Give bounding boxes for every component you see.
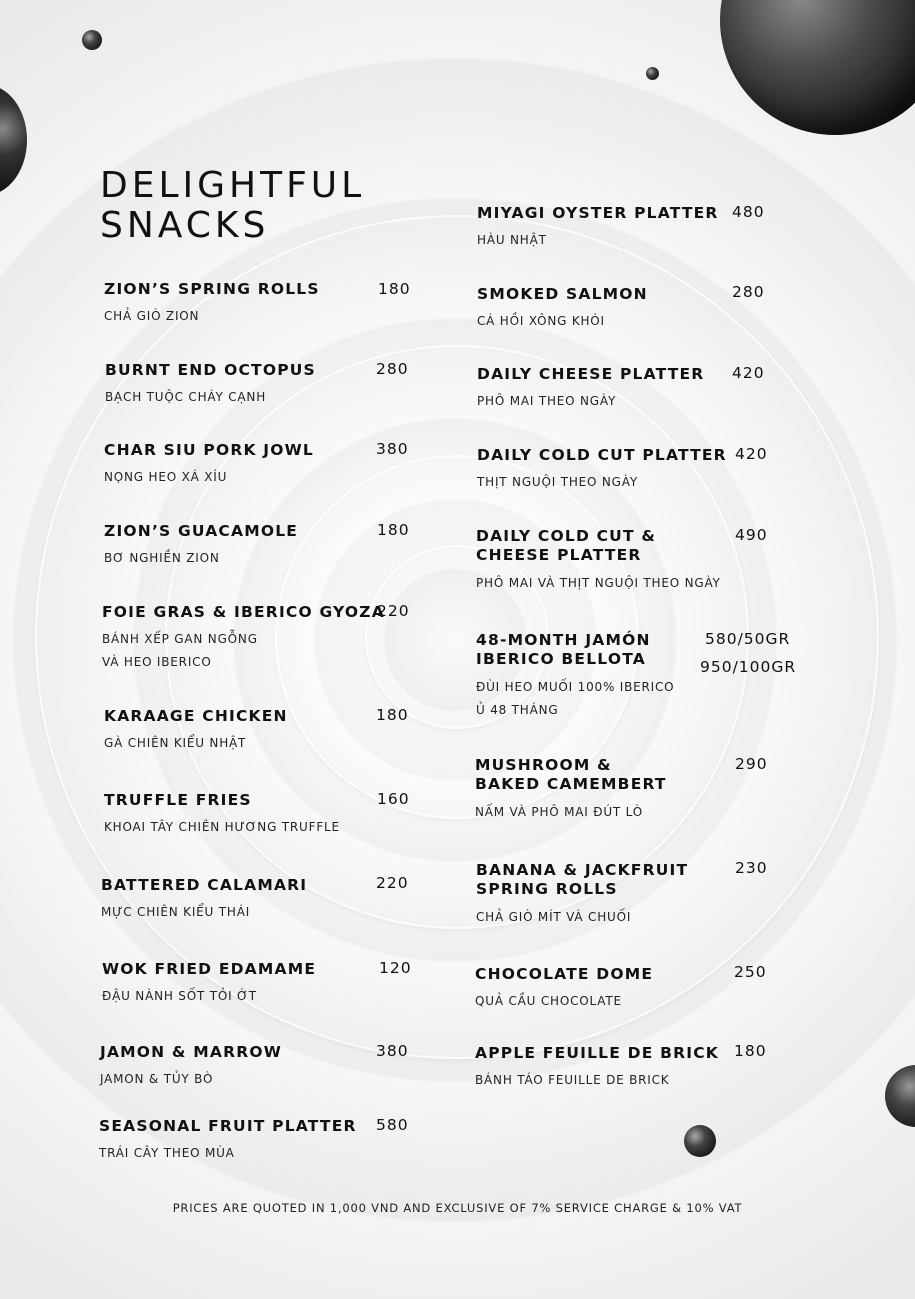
moon-image	[684, 1125, 716, 1157]
item-name: DAILY COLD CUT &	[476, 527, 657, 545]
item-description: BÁNH TÁO FEUILLE DE BRICK	[475, 1073, 670, 1087]
item-description: PHÔ MAI THEO NGÀY	[477, 394, 617, 408]
menu-item	[104, 280, 320, 328]
item-description: CHẢ GIÒ MÍT VÀ CHUỐI	[476, 910, 632, 924]
item-price: 220	[377, 602, 410, 620]
menu-item	[476, 861, 688, 929]
item-description: BƠ NGHIỀN ZION	[104, 551, 220, 565]
item-price: 580	[376, 1116, 409, 1134]
item-name: KARAAGE CHICKEN	[104, 707, 288, 725]
menu-item	[105, 361, 316, 409]
item-price: 580/50GR	[705, 630, 791, 648]
item-price: 490	[735, 526, 768, 544]
item-description: CHẢ GIÒ ZION	[104, 309, 200, 323]
menu-item	[477, 204, 719, 252]
item-price: 250	[734, 963, 767, 981]
item-name: DAILY CHEESE PLATTER	[477, 365, 705, 383]
item-description: GÀ CHIÊN KIỂU NHẬT	[104, 736, 247, 750]
item-name-line-2: SPRING ROLLS	[476, 880, 618, 898]
title-line-1: DELIGHTFUL	[100, 165, 366, 206]
menu-item	[477, 446, 727, 494]
item-name: SMOKED SALMON	[477, 285, 648, 303]
item-description: CÁ HỒI XÔNG KHÓI	[477, 314, 605, 328]
item-description: ĐẬU NÀNH SỐT TỎI ỚT	[102, 989, 257, 1003]
item-name: CHAR SIU PORK JOWL	[104, 441, 314, 459]
item-description: BÁNH XẾP GAN NGỖNG	[102, 632, 258, 646]
menu-item	[476, 631, 674, 722]
item-name: BURNT END OCTOPUS	[105, 361, 316, 379]
price-disclaimer: PRICES ARE QUOTED IN 1,000 VND AND EXCLUSIVE OF 7% SERVICE CHARGE & 10% VAT	[172, 1201, 743, 1215]
item-description: KHOAI TÂY CHIÊN HƯƠNG TRUFFLE	[104, 820, 340, 834]
item-name-line-2: IBERICO BELLOTA	[476, 650, 646, 668]
item-name: ZION’S SPRING ROLLS	[104, 280, 320, 298]
menu-item	[104, 707, 288, 755]
item-price: 180	[734, 1042, 767, 1060]
item-name: JAMON & MARROW	[100, 1043, 283, 1061]
menu-item	[475, 1044, 719, 1092]
item-description: QUẢ CẦU CHOCOLATE	[475, 994, 622, 1008]
item-price: 180	[376, 706, 409, 724]
item-price: 480	[732, 203, 765, 221]
item-price: 380	[376, 1042, 409, 1060]
menu-item	[100, 1043, 282, 1091]
item-price: 220	[376, 874, 409, 892]
item-description: MỰC CHIÊN KIỂU THÁI	[101, 905, 251, 919]
item-description: THỊT NGUỘI THEO NGÀY	[477, 475, 638, 489]
menu-item	[102, 603, 385, 674]
item-name: FOIE GRAS & IBERICO GYOZA	[102, 603, 385, 621]
title-line-2: SNACKS	[100, 205, 270, 246]
item-price: 380	[376, 440, 409, 458]
item-description: JAMON & TỦY BÒ	[100, 1072, 214, 1086]
menu-item	[475, 965, 653, 1013]
moon-image	[646, 67, 659, 80]
item-name: WOK FRIED EDAMAME	[102, 960, 317, 978]
item-price-secondary: 950/100GR	[700, 658, 797, 676]
item-description: NỌNG HEO XÁ XÍU	[104, 470, 228, 484]
item-price: 280	[376, 360, 409, 378]
item-name: MIYAGI OYSTER PLATTER	[477, 204, 719, 222]
item-name: APPLE FEUILLE DE BRICK	[475, 1044, 719, 1062]
item-description: VÀ HEO IBERICO	[102, 655, 212, 669]
menu-item	[99, 1117, 357, 1165]
item-description: BẠCH TUỘC CHÁY CẠNH	[105, 390, 267, 404]
page-title	[100, 166, 365, 246]
menu-item	[104, 441, 314, 489]
item-price: 180	[377, 521, 410, 539]
menu-item	[477, 365, 704, 413]
menu-item	[477, 285, 648, 333]
item-name: DAILY COLD CUT PLATTER	[477, 446, 727, 464]
item-price: 420	[735, 445, 768, 463]
item-name-line-2: BAKED CAMEMBERT	[475, 775, 667, 793]
menu-item	[102, 960, 316, 1008]
item-description: Ủ 48 THÁNG	[476, 703, 559, 717]
item-description: TRÁI CÂY THEO MÙA	[99, 1146, 235, 1160]
item-price: 280	[732, 283, 765, 301]
item-price: 420	[732, 364, 765, 382]
item-price: 230	[735, 859, 768, 877]
menu-item	[475, 756, 667, 824]
item-price: 290	[735, 755, 768, 773]
item-name: BATTERED CALAMARI	[101, 876, 308, 894]
menu-item	[101, 876, 307, 924]
item-name: ZION’S GUACAMOLE	[104, 522, 299, 540]
moon-image	[82, 30, 102, 50]
menu-item	[476, 527, 721, 595]
item-price: 120	[379, 959, 412, 977]
item-name: TRUFFLE FRIES	[104, 791, 252, 809]
item-description: HÀU NHẬT	[477, 233, 547, 247]
menu-item	[104, 522, 298, 570]
item-name: BANANA & JACKFRUIT	[476, 861, 689, 879]
item-name: CHOCOLATE DOME	[475, 965, 654, 983]
item-name: MUSHROOM &	[475, 756, 612, 774]
item-price: 180	[378, 280, 411, 298]
item-description: NẤM VÀ PHÔ MAI ĐÚT LÒ	[475, 805, 643, 819]
menu-item	[104, 791, 340, 839]
item-name-line-2: CHEESE PLATTER	[476, 546, 642, 564]
item-description: ĐÙI HEO MUỐI 100% IBERICO	[476, 680, 675, 694]
item-price: 160	[377, 790, 410, 808]
item-name: 48-MONTH JAMÓN	[476, 631, 651, 649]
item-description: PHÔ MAI VÀ THỊT NGUỘI THEO NGÀY	[476, 576, 721, 590]
item-name: SEASONAL FRUIT PLATTER	[99, 1117, 357, 1135]
